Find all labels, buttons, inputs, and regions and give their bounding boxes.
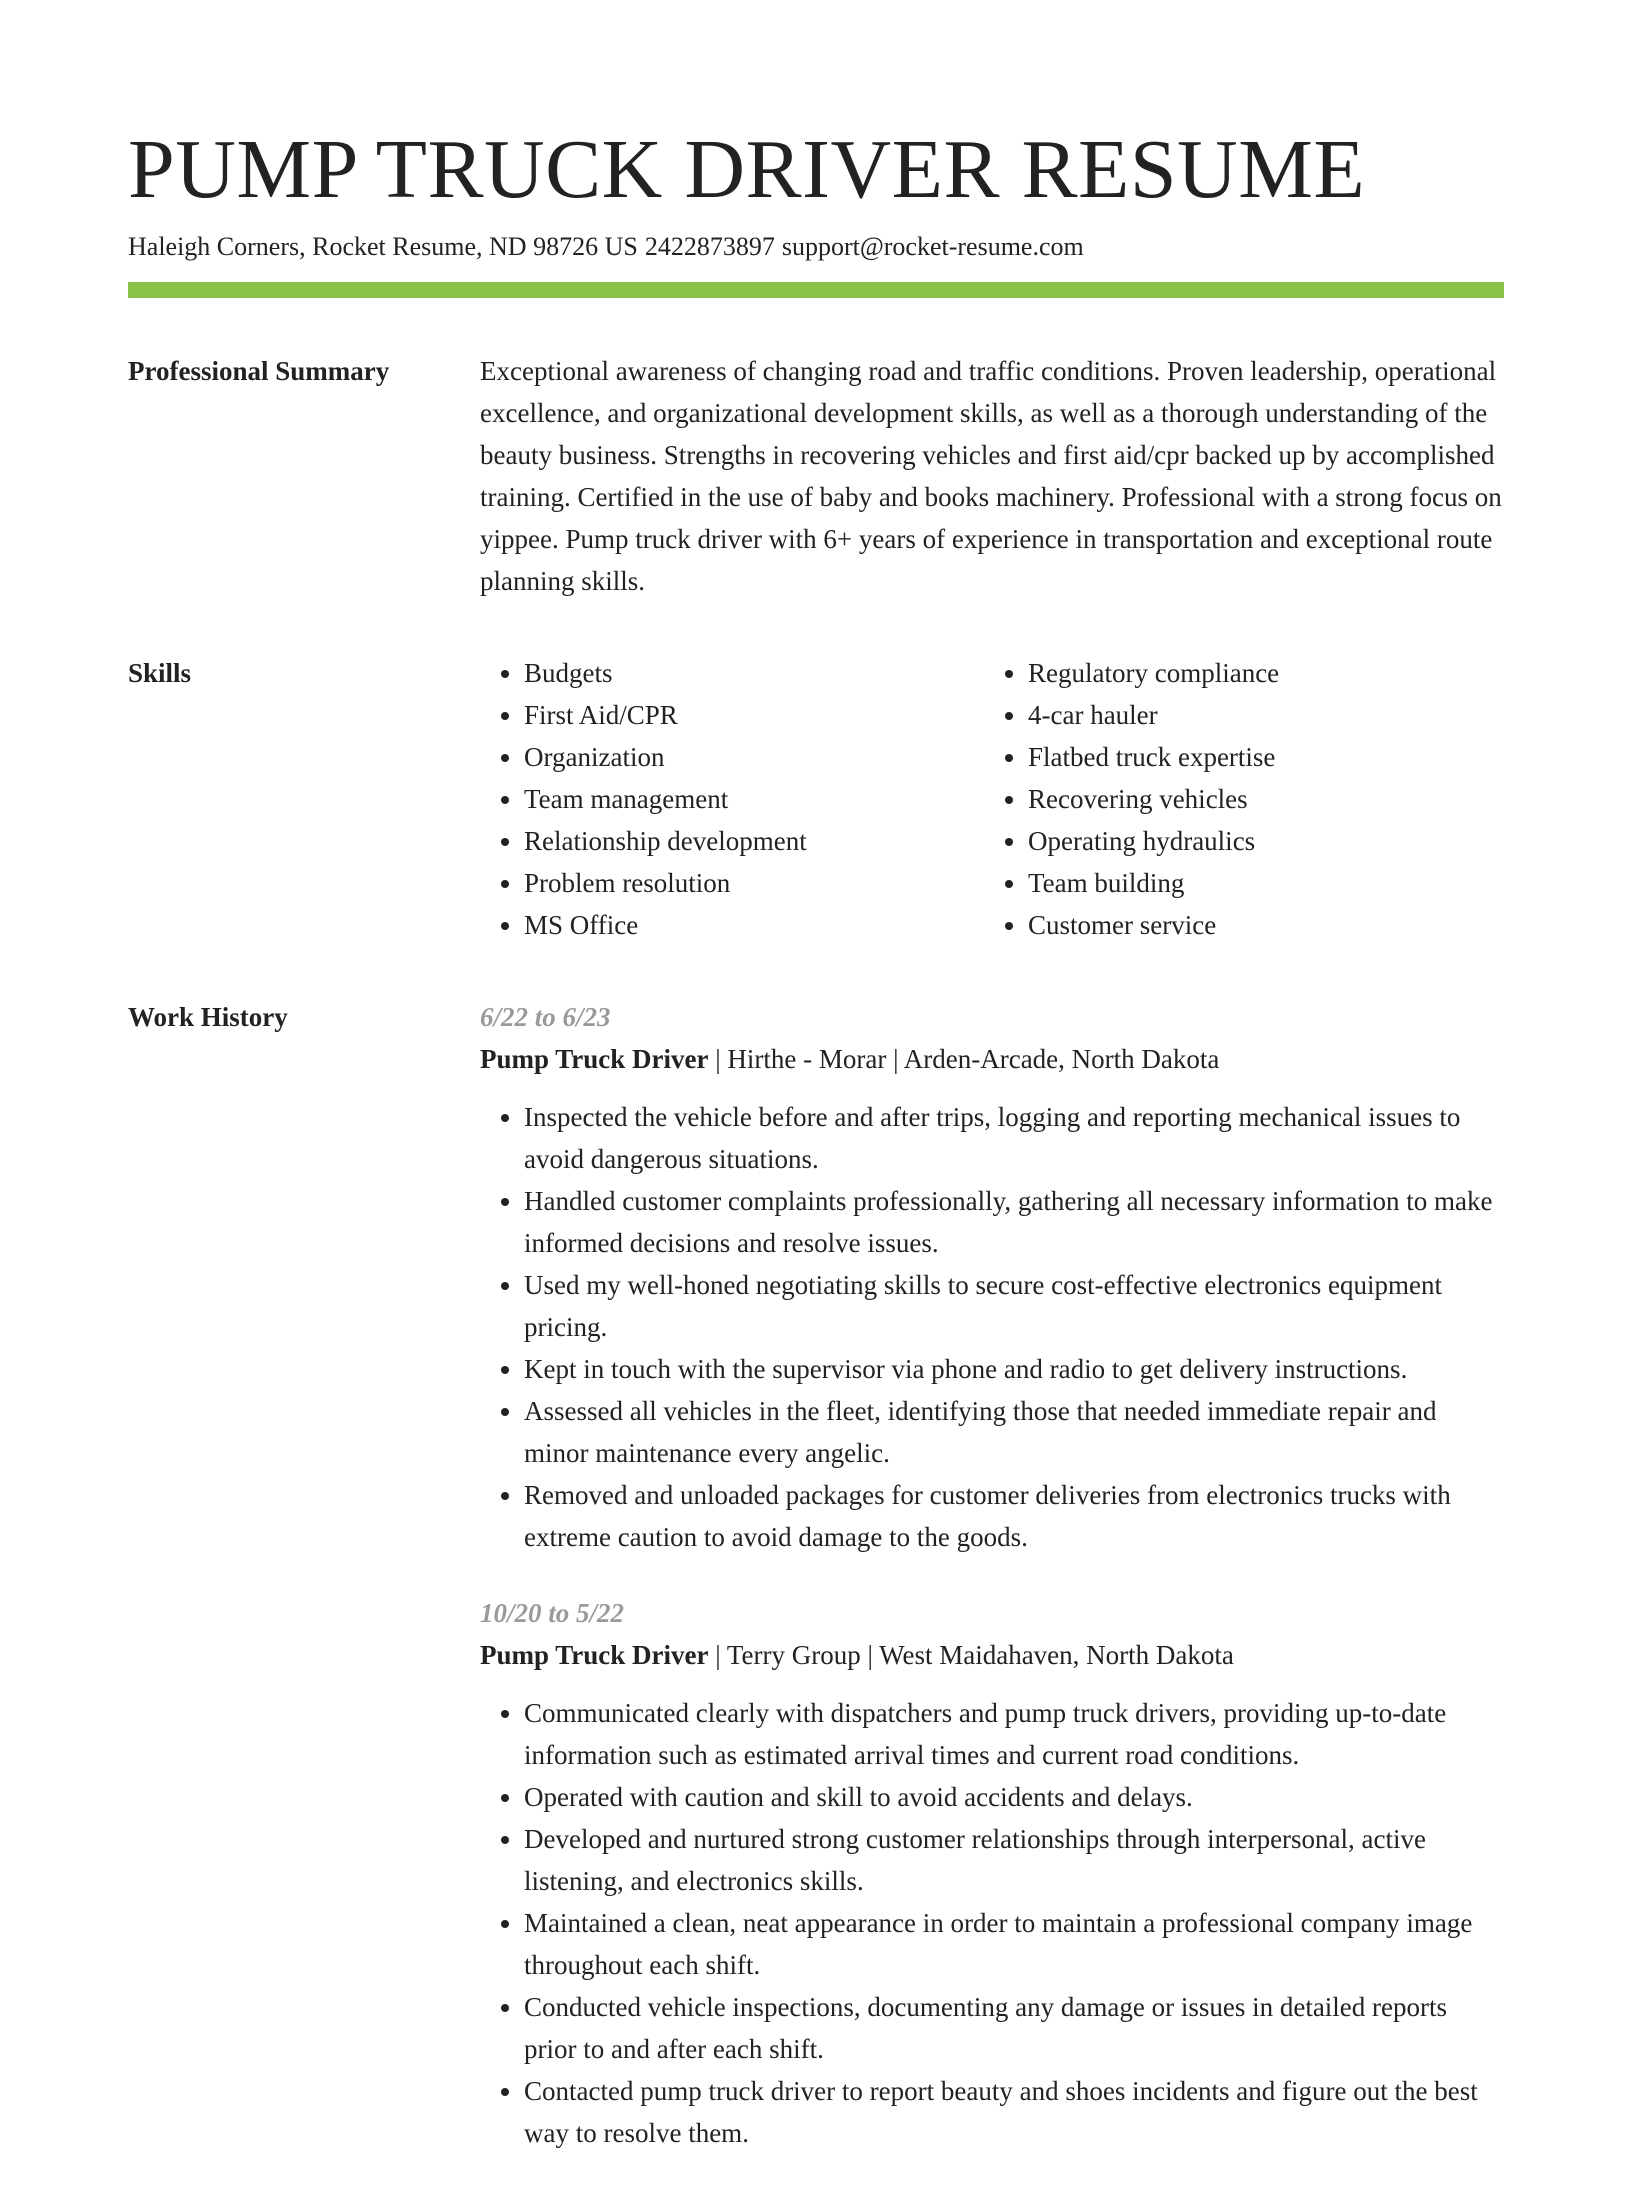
job-bullet: • Used my well-honed negotiating skills to secure cost-effective electronics equipment pricing. xyxy=(524,1264,1504,1348)
skill-item: • Problem resolution xyxy=(524,862,984,904)
job-bullet: • Assessed all vehicles in the fleet, identifying those that needed immediate repair and minor maintenance every angelic. xyxy=(524,1390,1504,1474)
job-bullet: • Maintained a clean, neat appearance in order to maintain a professional company image throughout each shift. xyxy=(524,1902,1504,1986)
job-entry xyxy=(480,1592,1504,2154)
skill-item: • First Aid/CPR xyxy=(524,694,984,736)
skills-list-left xyxy=(480,652,984,946)
job-heading xyxy=(480,1634,1504,1676)
job-bullets xyxy=(480,1692,1504,2154)
summary-body xyxy=(480,350,1504,602)
job-bullet: • Removed and unloaded packages for customer deliveries from electronics trucks with extreme caution to avoid damage to the goods. xyxy=(524,1474,1504,1558)
skill-item: • Regulatory compliance xyxy=(1028,652,1488,694)
job-title: Pump Truck Driver xyxy=(480,1640,709,1670)
skill-item: • Recovering vehicles xyxy=(1028,778,1488,820)
skills-section xyxy=(128,652,1504,946)
contact-line xyxy=(128,230,1504,264)
resume-page xyxy=(128,120,1504,2188)
skill-item: • Customer service xyxy=(1028,904,1488,946)
job-bullet: • Kept in touch with the supervisor via phone and radio to get delivery instructions. xyxy=(524,1348,1504,1390)
job-dates: 10/20 to 5/22 xyxy=(480,1598,625,1628)
job-entry xyxy=(480,996,1504,1558)
job-bullet: • Operated with caution and skill to avoid accidents and delays. xyxy=(524,1776,1504,1818)
contact-address: Haleigh Corners, Rocket Resume, ND 98726 US xyxy=(128,232,638,261)
job-bullet: • Developed and nurtured strong customer relationships through interpersonal, active listening, and electronics skills. xyxy=(524,1818,1504,1902)
contact-phone: 2422873897 xyxy=(644,232,775,261)
contact-email: support@rocket-resume.com xyxy=(781,232,1084,261)
skill-item: • Flatbed truck expertise xyxy=(1028,736,1488,778)
skill-item: • Operating hydraulics xyxy=(1028,820,1488,862)
skill-item: • Team management xyxy=(524,778,984,820)
skill-item: • Relationship development xyxy=(524,820,984,862)
job-bullet: • Handled customer complaints professionally, gathering all necessary information to make informed decisions and resolve issues. xyxy=(524,1180,1504,1264)
skill-item: • 4-car hauler xyxy=(1028,694,1488,736)
summary-text: Exceptional awareness of changing road and traffic conditions. Proven leadership, operational excellence, and organizational development skills, as well as a thorough understanding of the beauty business. Strengths in recovering vehicles and first aid/cpr backed up by accomplished training. Certified in the use of baby and books machinery. Professional with a strong focus on yippee. Pump truck driver with 6+ years of experience in transportation and exceptional route planning skills. xyxy=(480,356,1502,596)
skill-item: • Organization xyxy=(524,736,984,778)
summary-section xyxy=(128,350,1504,602)
skill-item: • Team building xyxy=(1028,862,1488,904)
resume-title: PUMP TRUCK DRIVER RESUME xyxy=(128,123,1366,216)
job-bullet: • Communicated clearly with dispatchers and pump truck drivers, providing up-to-date information such as estimated arrival times and current road conditions. xyxy=(524,1692,1504,1776)
job-bullet: • Inspected the vehicle before and after trips, logging and reporting mechanical issues to avoid dangerous situations. xyxy=(524,1096,1504,1180)
job-details: | Terry Group | West Maidahaven, North Dakota xyxy=(708,1640,1234,1670)
job-dates: 6/22 to 6/23 xyxy=(480,1002,611,1032)
skill-item: • MS Office xyxy=(524,904,984,946)
skills-body xyxy=(480,652,1504,946)
skills-list-right xyxy=(984,652,1488,946)
skills-heading: Skills xyxy=(128,658,192,688)
work-history-body xyxy=(480,996,1504,2188)
job-title: Pump Truck Driver xyxy=(480,1044,709,1074)
work-history-section xyxy=(128,996,1504,2188)
job-bullet: • Contacted pump truck driver to report beauty and shoes incidents and figure out the best way to resolve them. xyxy=(524,2070,1504,2154)
job-bullets xyxy=(480,1096,1504,1558)
job-details: | Hirthe - Morar | Arden-Arcade, North Dakota xyxy=(708,1044,1220,1074)
work-history-heading: Work History xyxy=(128,1002,288,1032)
header-divider xyxy=(128,282,1504,298)
summary-heading: Professional Summary xyxy=(128,356,390,386)
job-heading xyxy=(480,1038,1504,1080)
skill-item: • Budgets xyxy=(524,652,984,694)
job-bullet: • Conducted vehicle inspections, documenting any damage or issues in detailed reports prior to and after each shift. xyxy=(524,1986,1504,2070)
